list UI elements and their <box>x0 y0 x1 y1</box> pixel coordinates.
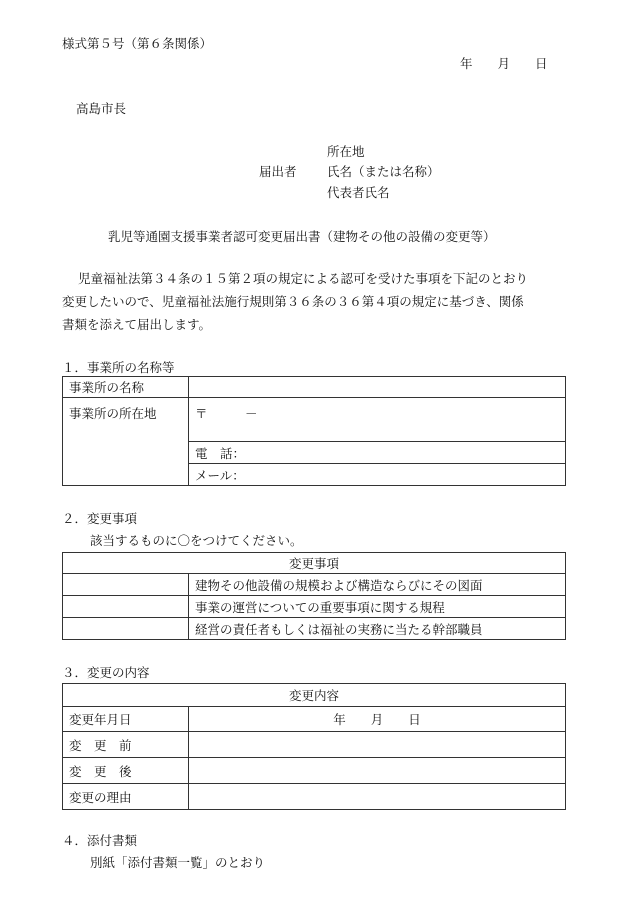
change-content-header: 変更内容 <box>63 684 566 707</box>
section2-heading: ２．変更事項 <box>62 511 138 526</box>
form-number: 様式第５号（第６条関係） <box>62 36 213 51</box>
facility-address-label: 事業所の所在地 <box>63 398 189 486</box>
attachments-note: 別紙「添付書類一覧」のとおり <box>90 855 266 870</box>
change-content-table <box>62 683 566 810</box>
change-date-label: 変更年月日 <box>63 707 189 732</box>
facility-mail-field[interactable]: メール： <box>189 464 566 486</box>
facility-name-value[interactable] <box>189 377 566 398</box>
section3-heading: ３．変更の内容 <box>62 665 150 680</box>
change-reason-field[interactable] <box>189 784 566 810</box>
body-line-3: 書類を添えて届出します。 <box>62 317 212 332</box>
change-item-mark-3[interactable] <box>63 618 189 640</box>
body-line-2: 変更したいので、児童福祉法施行規則第３６条の３６第４項の規定に基づき、関係 <box>62 294 524 309</box>
change-item-1: 建物その他設備の規模および構造ならびにその図面 <box>189 574 566 596</box>
section2-instruction: 該当するものに〇をつけてください。 <box>90 533 303 548</box>
change-after-label: 変 更 後 <box>63 758 189 784</box>
change-item-mark-1[interactable] <box>63 574 189 596</box>
change-before-label: 変 更 前 <box>63 732 189 758</box>
facility-phone-field[interactable]: 電 話： <box>189 442 566 464</box>
date-line: 年 月 日 <box>460 56 548 71</box>
facility-name-label: 事業所の名称 <box>63 377 189 398</box>
applicant-label: 届出者 <box>259 164 297 179</box>
change-items-header: 変更事項 <box>63 553 566 574</box>
facility-postal-field[interactable]: 〒 － <box>189 398 566 442</box>
change-after-field[interactable] <box>189 758 566 784</box>
facility-table <box>62 376 566 486</box>
change-before-field[interactable] <box>189 732 566 758</box>
applicant-name-label: 氏名（または名称） <box>327 164 440 179</box>
body-line-1: 児童福祉法第３４条の１５第２項の規定による認可を受けた事項を下記のとおり <box>78 271 529 286</box>
change-date-field[interactable]: 年 月 日 <box>189 707 566 732</box>
section1-heading: １．事業所の名称等 <box>62 360 175 375</box>
document-title: 乳児等通園支援事業者認可変更届出書（建物その他の設備の変更等） <box>108 229 496 244</box>
applicant-address-label: 所在地 <box>327 144 365 159</box>
change-item-3: 経営の責任者もしくは福祉の実務に当たる幹部職員 <box>189 618 566 640</box>
addressee: 高島市長 <box>76 101 127 116</box>
applicant-representative-label: 代表者氏名 <box>327 185 390 200</box>
change-items-table <box>62 552 566 640</box>
section4-heading: ４．添付書類 <box>62 833 138 848</box>
change-item-2: 事業の運営についての重要事項に関する規程 <box>189 596 566 618</box>
change-reason-label: 変更の理由 <box>63 784 189 810</box>
change-item-mark-2[interactable] <box>63 596 189 618</box>
